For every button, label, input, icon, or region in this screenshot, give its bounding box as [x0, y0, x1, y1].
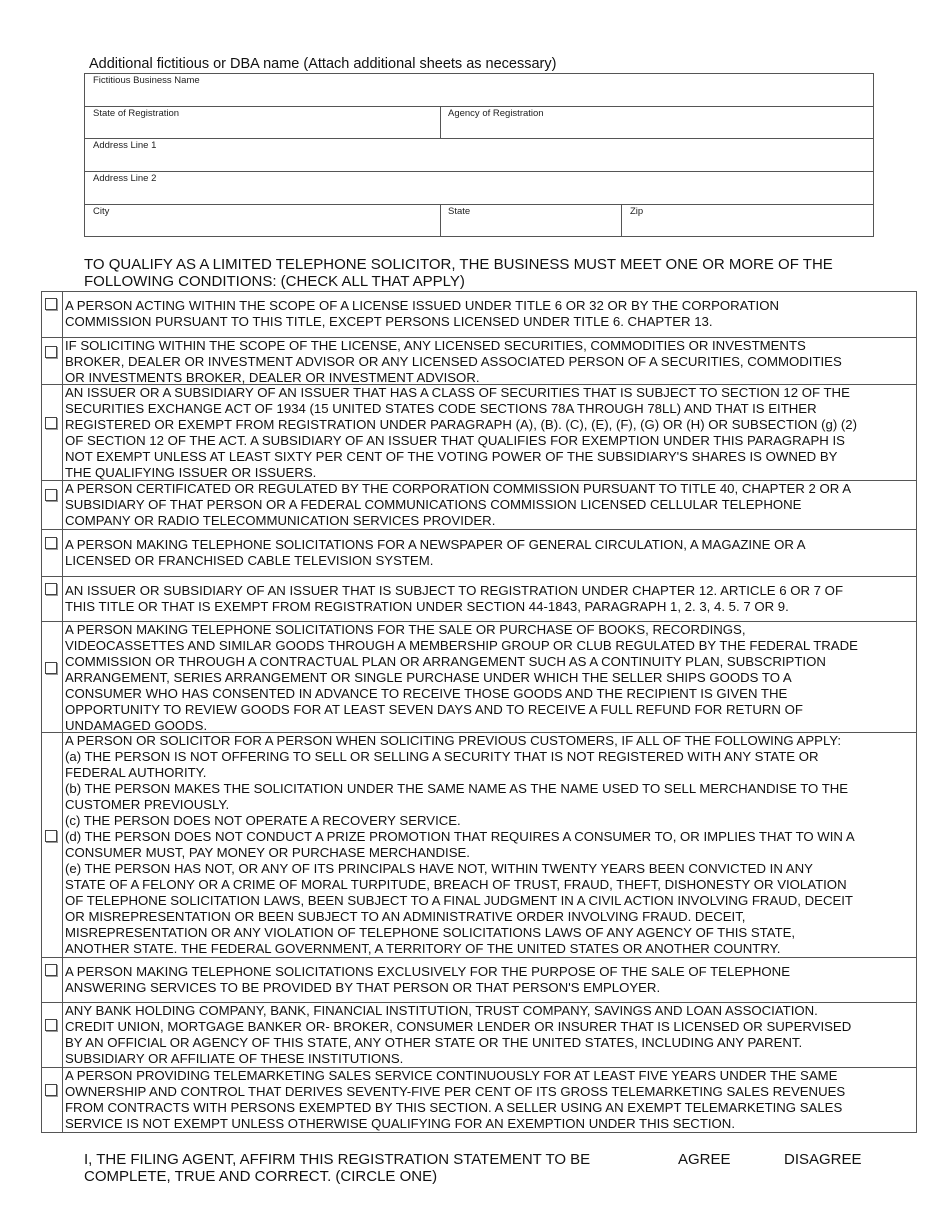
condition-text: IF SOLICITING WITHIN THE SCOPE OF THE LICENSE, ANY LICENSED SECURITIES, COMMODITIES OR INVESTMENTS BROKER, DEALER OR INVESTMENT ADVISOR OR ANY LICENSED ASSOCIATED PERSON OF A SECURITIES, COMMODITIES OR INVESTMENTS BROKER, DEALER OR INVESTMENT ADVISOR. [65, 338, 842, 385]
condition-text: A PERSON MAKING TELEPHONE SOLICITATIONS FOR THE SALE OR PURCHASE OF BOOKS, RECORDINGS, VIDEOCASSETTES AND SIMILAR GOODS THROUGH A MEMBERSHIP GROUP OR CLUB REGULATED BY THE FEDERAL TRADE COMMISSION OR THROUGH A CONTRACTUAL PLAN OR ARRANGEMENT SUCH AS A CONTINUITY PLAN, SUBSCRIPTION ARRANGEMENT, SERIES ARRANGEMENT OR SINGLE PURCHASE UNDER WHICH THE SELLER SHIPS GOODS TO A CONSUMER WHO HAS CONSENTED IN ADVANCE TO RECEIVE THOSE GOODS AND THE RECIPIENT IS GIVEN THE OPPORTUNITY TO REVIEW GOODS FOR AT LEAST SEVEN DAYS AND TO RECEIVE A FULL REFUND FOR RETURN OF UNDAMAGED GOODS. [65, 622, 858, 733]
address-line-1-field[interactable]: Address Line 1 [93, 140, 157, 151]
state-of-registration-field[interactable]: State of Registration [93, 108, 180, 119]
city-field[interactable]: City [93, 206, 110, 217]
condition-text: A PERSON MAKING TELEPHONE SOLICITATIONS EXCLUSIVELY FOR THE PURPOSE OF THE SALE OF TELEPHONE ANSWERING SERVICES TO BE PROVIDED BY THAT PERSON OR THAT PERSON'S EMPLOYER. [65, 964, 791, 995]
condition-row [41, 957, 916, 1003]
address-line-2-field[interactable]: Address Line 2 [93, 173, 157, 184]
condition-checkbox[interactable] [45, 1019, 57, 1031]
state-field[interactable]: State [448, 206, 471, 217]
condition-text: AN ISSUER OR SUBSIDIARY OF AN ISSUER THAT IS SUBJECT TO REGISTRATION UNDER CHAPTER 12. ARTICLE 6 OR 7 OF THIS TITLE OR THAT IS EXEMPT FROM REGISTRATION UNDER SECTION 44-1843, PARAGRAPH 1, 2. 3, 4. 5. 7 OR 9. [65, 583, 843, 614]
condition-checkbox[interactable] [45, 830, 57, 842]
condition-text: AN ISSUER OR A SUBSIDIARY OF AN ISSUER THAT HAS A CLASS OF SECURITIES THAT IS SUBJECT TO SECTION 12 OF THE SECURITIES EXCHANGE ACT OF 1934 (15 UNITED STATES CODE SECTIONS 78A THROUGH 78LL) AND THAT IS EITHER REGISTERED OR EXEMPT FROM REGISTRATION UNDER PARAGRAPH (A), (B). (C), (E), (F), (G) OR (H) OR SUBSECTION (g) (2) OF SECTION 12 OF THE ACT. A SUBSIDIARY OF AN ISSUER THAT QUALIFIES FOR EXEMPTION UNDER THIS PARAGRAPH IS NOT EXEMPT UNLESS AT LEAST SIXTY PER CENT OF THE VOTING POWER OF THE SUBSIDIARY'S SHARES IS OWNED BY THE QUALIFYING ISSUER OR ISSUERS. [65, 385, 858, 480]
condition-checkbox[interactable] [45, 964, 57, 976]
condition-text: A PERSON OR SOLICITOR FOR A PERSON WHEN SOLICITING PREVIOUS CUSTOMERS, IF ALL OF THE FOLLOWING APPLY: (a) THE PERSON IS NOT OFFERING TO SELL OR SELLING A SECURITY THAT IS NOT REGISTERED WITH ANY STATE OR FEDERAL AUTHORITY. (b) THE PERSON MAKES THE SOLICITATION UNDER THE SAME NAME AS THE NAME USED TO SELL MERCHANDISE TO THE CUSTOMER PREVIOUSLY. (c) THE PERSON DOES NOT OPERATE A RECOVERY SERVICE. (d) THE PERSON DOES NOT CONDUCT A PRIZE PROMOTION THAT REQUIRES A CONSUMER TO, OR IMPLIES THAT TO WIN A CONSUMER MUST, PAY MONEY OR PURCHASE MERCHANDISE. (e) THE PERSON HAS NOT, OR ANY OF ITS PRINCIPALS HAVE NOT, WITHIN TWENTY YEARS BEEN CONVICTED IN ANY STATE OF A FELONY OR A CRIME OF MORAL TURPITUDE, BREACH OF TRUST, FRAUD, THEFT, DISHONESTY OR VIOLATION OF TELEPHONE SOLICITATION LAWS, BEEN SUBJECT TO A FINAL JUDGMENT IN A CIVIL ACTION INVOLVING FRAUD, DECEIT OR MISREPRESENTATION OR BEEN SUBJECT TO AN ADMINISTRATIVE ORDER INVOLVING FRAUD. DECEIT, MISREPRESENTATION OR ANY VIOLATION OF TELEPHONE SOLICITATIONS LAWS OF ANY AGENCY OF THIS STATE, ANOTHER STATE. THE FEDERAL GOVERNMENT, A TERRITORY OF THE UNITED STATES OR ANOTHER COUNTRY. [65, 733, 855, 956]
condition-checkbox[interactable] [45, 537, 57, 549]
condition-row [41, 291, 916, 338]
zip-field[interactable]: Zip [630, 206, 644, 217]
condition-row [41, 529, 916, 577]
condition-checkbox[interactable] [45, 662, 57, 674]
condition-row [41, 480, 916, 530]
business-name-field[interactable]: Fictitious Business Name [93, 75, 200, 86]
condition-checkbox[interactable] [45, 489, 57, 501]
condition-row [41, 576, 916, 622]
condition-checkbox[interactable] [45, 298, 57, 310]
condition-text: ANY BANK HOLDING COMPANY, BANK, FINANCIAL INSTITUTION, TRUST COMPANY, SAVINGS AND LOAN ASSOCIATION. CREDIT UNION, MORTGAGE BANKER OR- BROKER, CONSUMER LENDER OR INSURER THAT IS LICENSED OR SUPERVISED BY AN OFFICIAL OR AGENCY OF THIS STATE, ANY OTHER STATE OR THE UNITED STATES, INCLUDING ANY PARENT. SUBSIDIARY OR AFFILIATE OF THESE INSTITUTIONS. [65, 1003, 852, 1066]
condition-checkbox[interactable] [45, 1084, 57, 1096]
condition-text: A PERSON MAKING TELEPHONE SOLICITATIONS FOR A NEWSPAPER OF GENERAL CIRCULATION, A MAGAZINE OR A LICENSED OR FRANCHISED CABLE TELEVISION SYSTEM. [65, 537, 806, 568]
table-border-right [916, 291, 917, 1133]
condition-row [41, 621, 916, 733]
condition-row [41, 732, 916, 958]
disagree-option[interactable]: DISAGREE [784, 1151, 862, 1168]
condition-row [41, 384, 916, 481]
condition-checkbox[interactable] [45, 346, 57, 358]
dba-heading: Additional fictitious or DBA name (Attach additional sheets as necessary) [89, 56, 557, 72]
condition-row [41, 1067, 916, 1133]
agency-of-registration-field[interactable]: Agency of Registration [448, 108, 544, 119]
agree-option[interactable]: AGREE [678, 1151, 731, 1168]
condition-row [41, 337, 916, 385]
condition-row [41, 1002, 916, 1068]
condition-checkbox[interactable] [45, 417, 57, 429]
condition-text: A PERSON PROVIDING TELEMARKETING SALES SERVICE CONTINUOUSLY FOR AT LEAST FIVE YEARS UNDER THE SAME OWNERSHIP AND CONTROL THAT DERIVES SEVENTY-FIVE PER CENT OF ITS GROSS TELEMARKETING SALES REVENUES FROM CONTRACTS WITH PERSONS EXEMPTED BY THIS SECTION. A SELLER USING AN EXEMPT TELEMARKETING SALES SERVICE IS NOT EXEMPT UNLESS OTHERWISE QUALIFYING FOR AN EXEMPTION UNDER THIS SECTION. [65, 1068, 846, 1131]
condition-checkbox[interactable] [45, 583, 57, 595]
qualify-heading: TO QUALIFY AS A LIMITED TELEPHONE SOLICITOR, THE BUSINESS MUST MEET ONE OR MORE OF THE FOLLOWING CONDITIONS: (CHECK ALL THAT APPLY) [84, 256, 833, 290]
condition-text: A PERSON ACTING WITHIN THE SCOPE OF A LICENSE ISSUED UNDER TITLE 6 OR 32 OR BY THE CORPORATION COMMISSION PURSUANT TO THIS TITLE, EXCEPT PERSONS LICENSED UNDER TITLE 6. CHAPTER 13. [65, 298, 779, 329]
affirmation-statement: I, THE FILING AGENT, AFFIRM THIS REGISTRATION STATEMENT TO BE COMPLETE, TRUE AND CORRECT. (CIRCLE ONE) [84, 1151, 591, 1185]
condition-text: A PERSON CERTIFICATED OR REGULATED BY THE CORPORATION COMMISSION PURSUANT TO TITLE 40, CHAPTER 2 OR A SUBSIDIARY OF THAT PERSON OR A FEDERAL COMMUNICATIONS COMMISSION LICENSED CELLULAR TELEPHONE COMPANY OR RADIO TELECOMMUNICATION SERVICES PROVIDER. [65, 481, 852, 528]
